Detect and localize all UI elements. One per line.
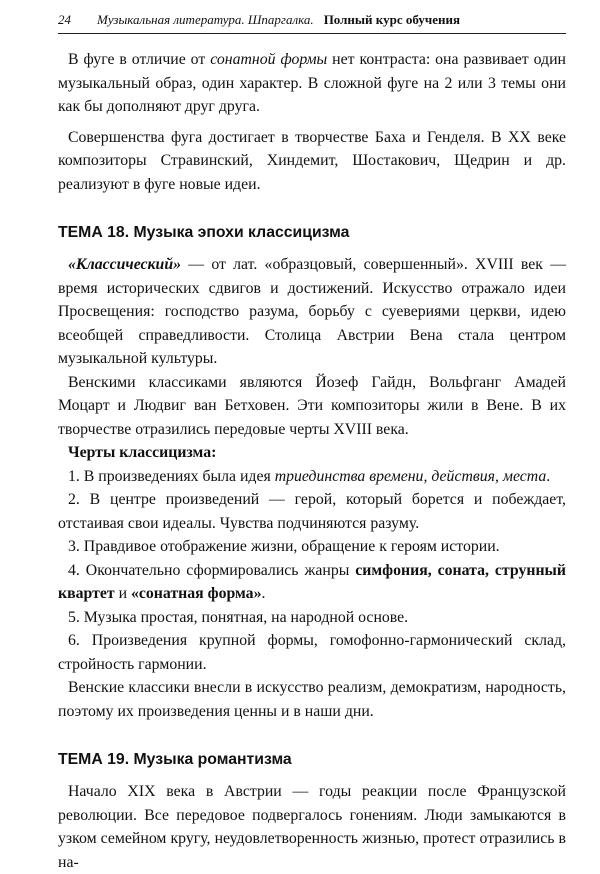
- classicism-definition: «Классический» — от лат. «образцовый, совершенный». XVIII век — время исторических сдвигов и достижений. Искусство отражало идеи Просвещения: господство разума, борьбу с суевериями церкви, идею всеобщей справедливости. Столица Австрии Вена стала центром музыкальной культуры.: [58, 256, 566, 367]
- topic-19-heading: ТЕМА 19. Музыка романтизма: [58, 751, 292, 768]
- features-title: Черты классицизма:: [68, 444, 217, 461]
- feature-item-4: 4. Окончательно сформировались жанры симфония, соната, струнный квартет и «сонатная форма».: [58, 561, 566, 602]
- feature-item-6: 6. Произведения крупной формы, гомофонно-гармонический склад, стройность гармонии.: [58, 632, 566, 673]
- intro-paragraph-1: В фуге в отличие от сонатной формы нет контраста: она развивает один музыкальный образ, один характер. В сложной фуге на 2 или 3 темы они как бы дополняют друг друга.: [58, 51, 566, 115]
- topic-18-heading: ТЕМА 18. Музыка эпохи классицизма: [58, 224, 350, 241]
- definition-term: «Классический»: [68, 256, 182, 273]
- feature-item-5: 5. Музыка простая, понятная, на народной основе.: [68, 608, 409, 626]
- romanticism-paragraph: Начало XIX века в Австрии — годы реакции после Французской революции. Все передовое подвергалось гонениям. Люди замыкаются в узком семейном кругу, неудовлетворенность жизнью, протест отразились в на-: [58, 783, 566, 871]
- sonata-form-term: сонатной формы: [210, 51, 328, 68]
- book-title: Музыкальная литература. Шпаргалка.: [97, 12, 314, 27]
- viennese-classics-paragraph: Венскими классиками являются Йозеф Гайдн, Вольфганг Амадей Моцарт и Людвиг ван Бетховен. Эти композиторы жили в Вене. В их творчестве отразились передовые черты XVIII века.: [58, 373, 566, 438]
- running-header: [58, 0, 566, 34]
- conclusion-paragraph: Венские классики внесли в искусство реализм, демократизм, народность, поэтому их произведения ценны и в наши дни.: [58, 679, 566, 720]
- page-number: 24: [58, 12, 71, 27]
- intro-paragraph-2: Совершенства фуга достигает в творчестве Баха и Генделя. В XX веке композиторы Стравинский, Хиндемит, Шостакович, Щедрин и др. реализуют в фуге новые идеи.: [58, 128, 566, 193]
- feature-item-3: 3. Правдивое отображение жизни, обращение к героям истории.: [68, 538, 500, 555]
- feature-item-2: 2. В центре произведений — герой, который борется и побеждает, отстаивая свои идеалы. Чувства подчиняются разуму.: [58, 491, 566, 532]
- feature-item-1: 1. В произведениях была идея триединства времени, действия, места.: [68, 467, 551, 485]
- book-subtitle: Полный курс обучения: [323, 12, 460, 27]
